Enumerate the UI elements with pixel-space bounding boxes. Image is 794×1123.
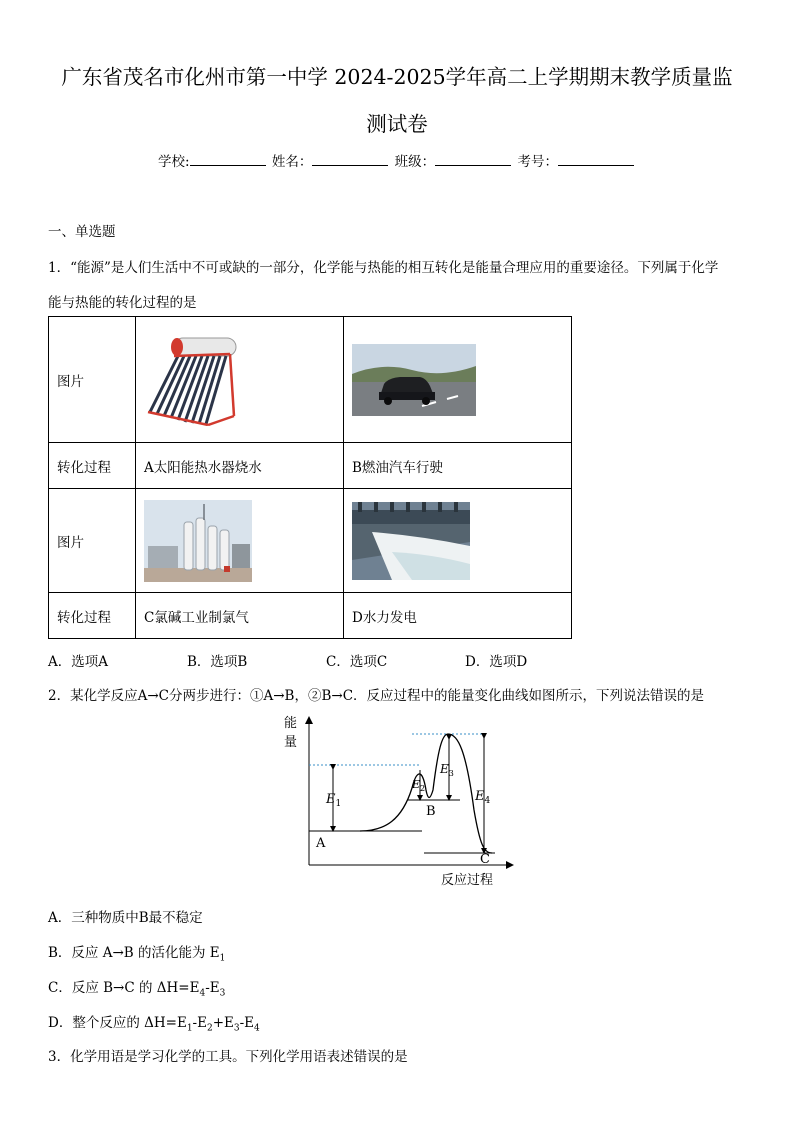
q1-option-a-text: A太阳能热水器烧水 <box>136 443 344 489</box>
E2-label: $E_2$ <box>412 778 426 793</box>
y-axis-label-2: 量 <box>284 735 298 750</box>
school-blank[interactable] <box>190 152 266 166</box>
q1-cell-a-pic <box>136 317 344 443</box>
E4-label: $E_4$ <box>475 789 491 806</box>
number-label: 考号： <box>517 154 558 170</box>
q2-option-b[interactable]: B．反应 A→B 的活化能为 $E_1$ <box>48 945 226 964</box>
exam-title-line1: 广东省茂名市化州市第一中学 2024-2025学年高二上学期期末教学质量监 <box>61 65 733 89</box>
solar-water-heater-image <box>144 334 240 426</box>
y-axis-label-1: 能 <box>284 716 298 731</box>
q1-options <box>48 650 604 670</box>
car-image <box>352 344 476 416</box>
label-A: A <box>316 836 326 851</box>
q1-cell-c-pic <box>136 489 344 593</box>
q1-choice-b[interactable]: B．选项B <box>187 654 248 670</box>
x-axis-label: 反应过程 <box>441 873 494 888</box>
E1-label: $E_1$ <box>326 792 342 809</box>
class-blank[interactable] <box>435 152 511 166</box>
q1-process-label-2: 转化过程 <box>49 593 136 639</box>
q2-option-d[interactable]: D．整个反应的 $\Delta H=E_1-E_2+E_3-E_4$ <box>48 1015 260 1034</box>
q3-text: 3．化学用语是学习化学的工具。下列化学用语表述错误的是 <box>48 1049 408 1065</box>
energy-diagram <box>270 710 520 892</box>
label-C: C <box>480 852 490 867</box>
class-label: 班级： <box>394 154 436 170</box>
q1-cell-b-pic <box>344 317 572 443</box>
E3-label: $E_3$ <box>440 762 454 778</box>
section-heading: 一、单选题 <box>48 224 116 240</box>
q1-choice-d[interactable]: D．选项D <box>465 654 528 670</box>
q1-option-d-text: D水力发电 <box>344 593 572 639</box>
q1-choice-c[interactable]: C．选项C <box>326 654 388 670</box>
q1-option-c-text: C氯碱工业制氯气 <box>136 593 344 639</box>
q1-text-line1: 1．“能源”是人们生活中不可或缺的一部分，化学能与热能的相互转化是能量合理应用的重要途径。下列属于化学 <box>48 260 719 276</box>
hydropower-dam-image <box>352 502 470 580</box>
reaction-curve <box>360 734 492 853</box>
q1-text-line2: 能与热能的转化过程的是 <box>48 295 197 311</box>
q1-process-label-1: 转化过程 <box>49 443 136 489</box>
q1-cell-d-pic <box>344 489 572 593</box>
q2-text: 2．某化学反应A→C分两步进行：①A→B，②B→C．反应过程中的能量变化曲线如图所示，下列说法错误的是 <box>48 688 705 704</box>
q1-pic-label-2: 图片 <box>49 489 136 593</box>
name-label: 姓名： <box>271 154 313 170</box>
q1-table <box>48 316 572 639</box>
name-blank[interactable] <box>312 152 388 166</box>
exam-title-line2: 测试卷 <box>366 112 428 136</box>
q1-choice-a[interactable]: A．选项A <box>48 654 108 670</box>
school-label: 学校: <box>158 154 190 170</box>
label-B: B <box>426 804 436 819</box>
student-info <box>0 150 794 170</box>
q1-pic-label: 图片 <box>49 317 136 443</box>
number-blank[interactable] <box>558 152 634 166</box>
q1-option-b-text: B燃油汽车行驶 <box>344 443 572 489</box>
q2-option-a[interactable]: A．三种物质中B最不稳定 <box>48 910 203 926</box>
q2-option-c[interactable]: C．反应 B→C 的 $\Delta H=E_4-E_3$ <box>48 980 226 999</box>
chlor-alkali-plant-image <box>144 500 252 582</box>
